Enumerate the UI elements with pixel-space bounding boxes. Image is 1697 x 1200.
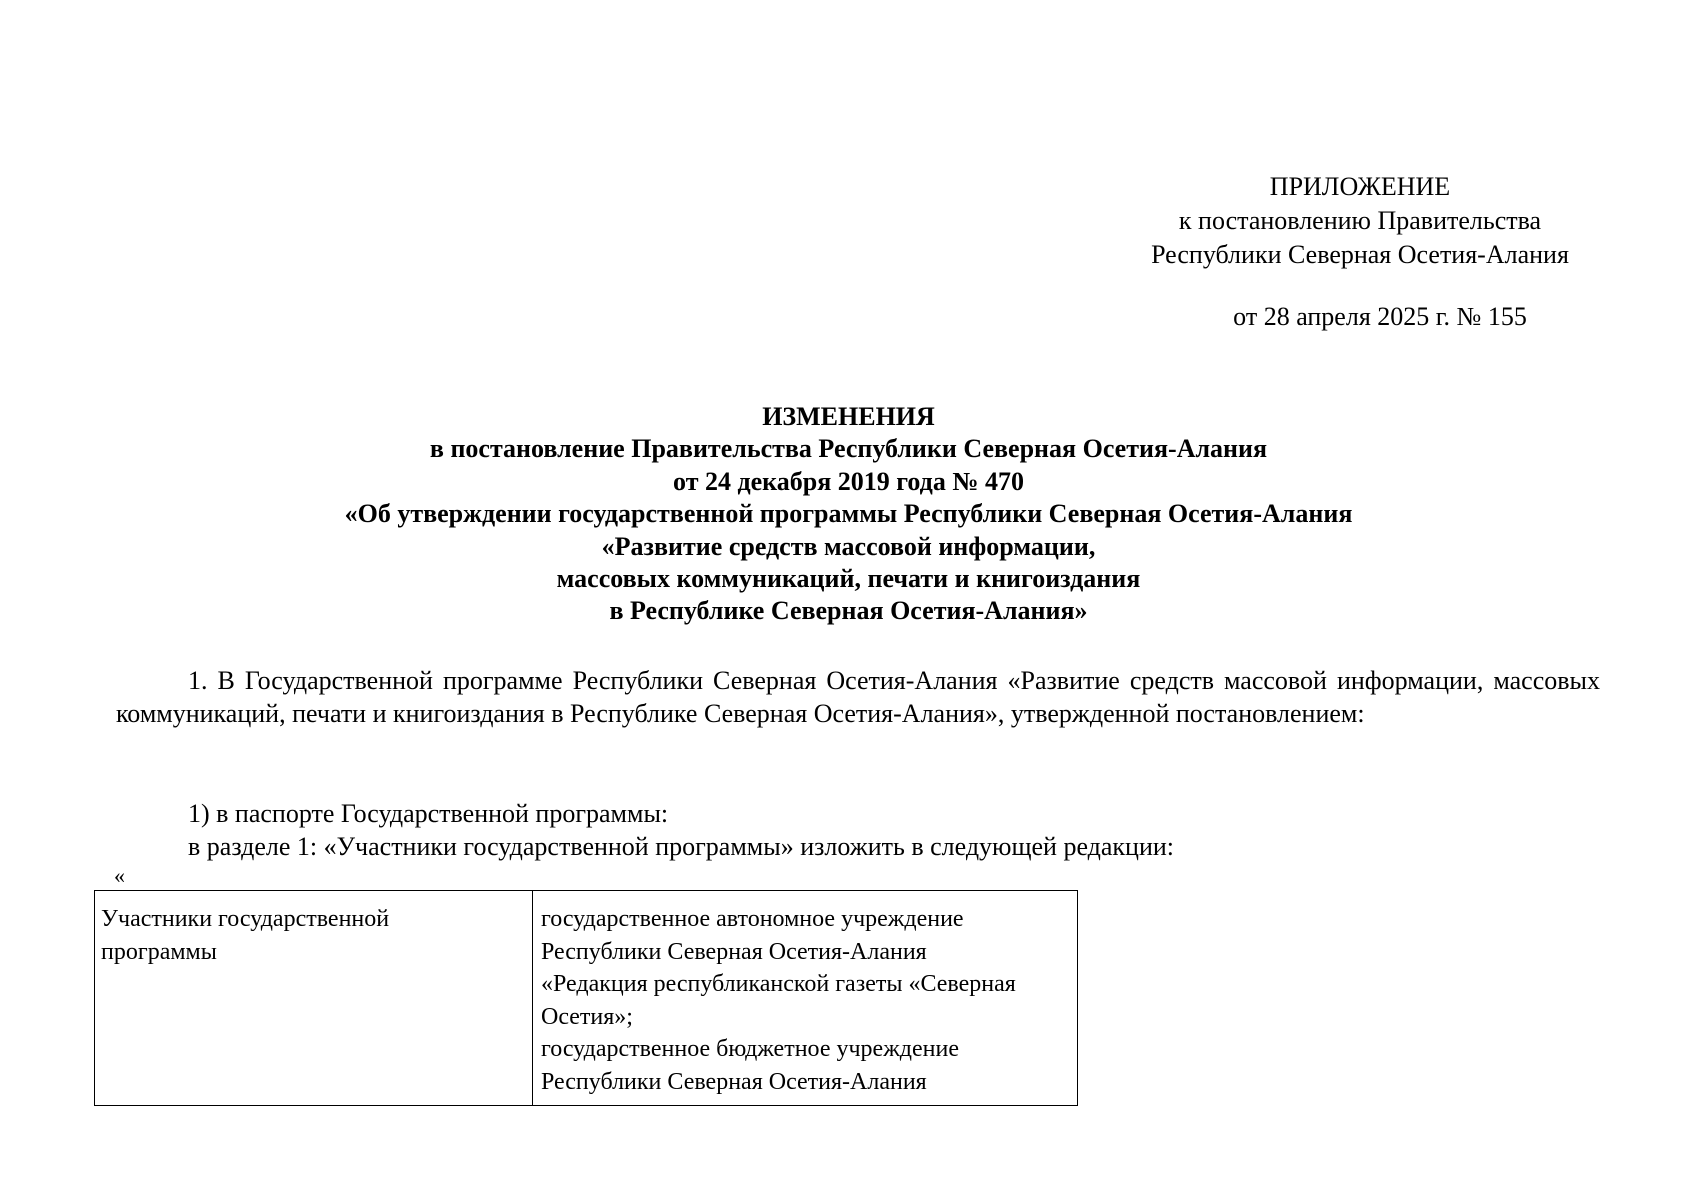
appendix-line-1: к постановлению Правительства <box>1178 206 1542 235</box>
title-line: в Республике Северная Осетия-Алания» <box>609 596 1088 626</box>
paragraph-1 <box>116 664 1600 730</box>
participants-table <box>94 890 1078 1106</box>
title-line: «Развитие средств массовой информации, <box>601 531 1096 561</box>
table-cell-line: Республики Северная Осетия-Алания <box>541 938 927 965</box>
document-title <box>100 401 1597 628</box>
appendix-header <box>1120 170 1600 334</box>
table-cell-line: Участники государственной <box>101 906 390 932</box>
table-cell-line: программы <box>101 938 217 965</box>
title-line: в постановление Правительства Республики Северная Осетия-Алания <box>429 434 1268 464</box>
table-cell-line: Республики Северная Осетия-Алания <box>541 1068 927 1095</box>
title-line: массовых коммуникаций, печати и книгоиздания <box>556 564 1141 594</box>
table-cell-label <box>95 891 533 1105</box>
table-cell-line: Осетия»; <box>541 1003 633 1030</box>
table-cell-line: государственное автономное учреждение <box>541 906 964 932</box>
title-line: ИЗМЕНЕНИЯ <box>762 402 935 431</box>
item-passport: 1) в паспорте Государственной программы: <box>188 799 669 828</box>
item-section-1: в разделе 1: «Участники государственной программы» изложить в следующей редакции: <box>188 832 1175 861</box>
table-cell-value <box>533 891 1077 1105</box>
table-cell-line: государственное бюджетное учреждение <box>541 1036 959 1062</box>
appendix-label: ПРИЛОЖЕНИЕ <box>1269 172 1451 201</box>
table-cell-line: «Редакция республиканской газеты «Северная <box>541 971 1016 997</box>
appendix-date-line: от 28 апреля 2025 г. № 155 <box>1233 302 1527 331</box>
paragraph-1-text: 1. В Государственной программе Республики Северная Осетия-Алания «Развитие средств массовой информации, массовых коммуникаций, печати и книгоиздания в Республике Северная Осетия-Алания», утвержденной постановлением: <box>116 666 1600 728</box>
title-line: «Об утверждении государственной программы Республики Северная Осетия-Алания <box>344 499 1353 529</box>
title-line: от 24 декабря 2019 года № 470 <box>673 466 1024 496</box>
opening-quote: « <box>114 863 125 888</box>
appendix-line-2: Республики Северная Осетия-Алания <box>1151 240 1569 269</box>
